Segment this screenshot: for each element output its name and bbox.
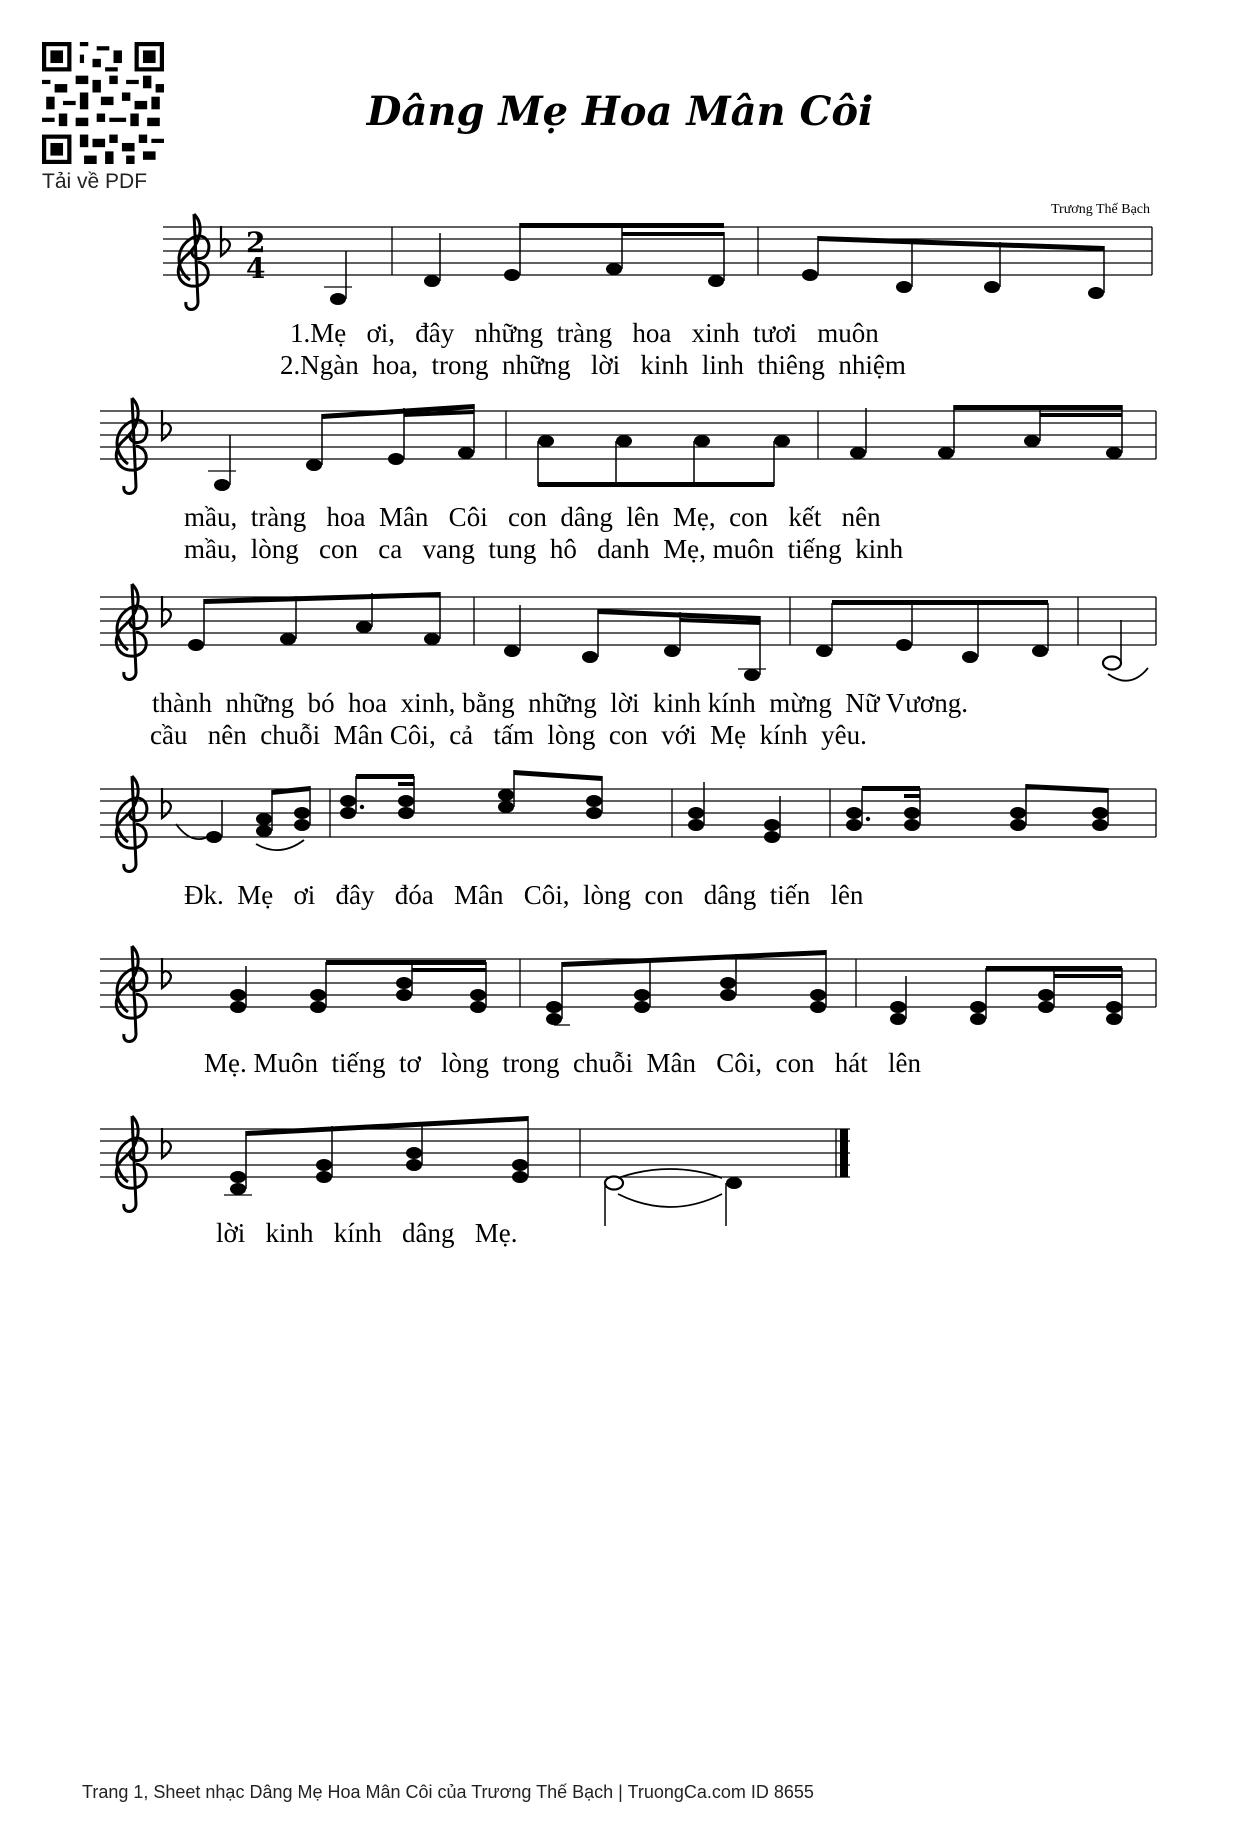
lyric-system-3-verse-2: cầu nên chuỗi Mân Côi, cả tấm lòng con với Mẹ kính yêu.: [150, 720, 867, 750]
song-title: Dâng Mẹ Hoa Mân Côi: [366, 88, 874, 135]
lyric-system-3-verse-1: thành những bó hoa xinh, bằng những lời kinh kính mừng Nữ Vương.: [152, 688, 968, 718]
staff-system-1: [163, 214, 1152, 310]
lyric-system-5-refrain: Mẹ. Muôn tiếng tơ lòng trong chuỗi Mân Côi, con hát lên: [204, 1048, 921, 1078]
lyric-system-1-verse-1: 1.Mẹ ơi, đây những tràng hoa xinh tươi muôn: [290, 318, 879, 348]
composer-name: Trương Thế Bạch: [1051, 202, 1150, 217]
staff-system-3: [100, 584, 1156, 681]
staff-system-6: [100, 1116, 850, 1226]
svg-text:2: 2: [246, 226, 266, 259]
staff-system-4: [100, 770, 1156, 872]
svg-text:4: 4: [246, 252, 266, 285]
download-pdf-link[interactable]: Tải về PDF: [42, 170, 148, 193]
lyric-system-6-refrain: lời kinh kính dâng Mẹ.: [216, 1218, 518, 1248]
lyric-system-4-refrain: Đk. Mẹ ơi đây đóa Mân Côi, lòng con dâng tiến lên: [184, 880, 864, 910]
lyric-system-2-verse-2: mầu, lòng con ca vang tung hô danh Mẹ, muôn tiếng kinh: [184, 534, 904, 564]
staff-system-2: [100, 398, 1156, 494]
lyric-system-1-verse-2: 2.Ngàn hoa, trong những lời kinh linh thiêng nhiệm: [280, 350, 906, 380]
staff-system-5: [100, 946, 1156, 1042]
lyric-system-2-verse-1: mầu, tràng hoa Mân Côi con dâng lên Mẹ, con kết nên: [184, 502, 881, 532]
page-footer: Trang 1, Sheet nhạc Dâng Mẹ Hoa Mân Côi của Trương Thế Bạch | TruongCa.com ID 8655: [82, 1782, 814, 1802]
